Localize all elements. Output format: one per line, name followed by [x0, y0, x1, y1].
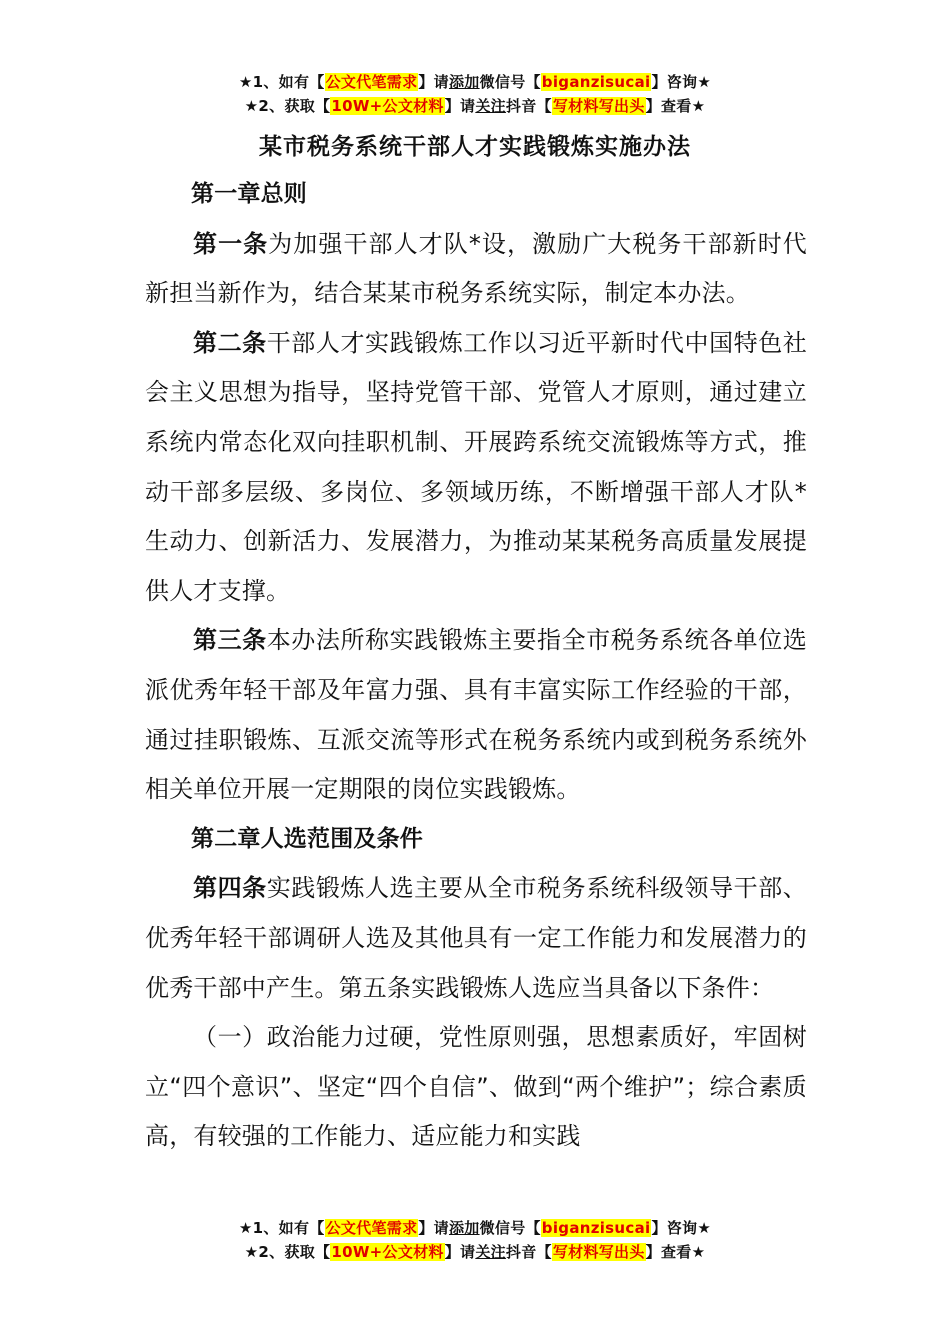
footer-banner [0, 1216, 950, 1264]
banner-line-2 [0, 94, 950, 118]
chapter-heading: 第一章总则 [191, 181, 307, 207]
banner-text: 微信号【 [479, 73, 541, 91]
banner-highlight: 写材料写出头 [552, 1243, 645, 1261]
banner-highlight: biganzisucai [541, 1219, 651, 1237]
banner-emphasis: 关注 [475, 97, 506, 115]
header-banner [0, 70, 950, 118]
banner-emphasis: 添加 [448, 73, 480, 91]
banner-highlight: 公文代笔需求 [325, 73, 418, 91]
banner-text: ★2、获取【 [244, 1243, 331, 1261]
banner-text: 】请 [444, 1243, 476, 1261]
banner-line-2 [0, 1240, 950, 1264]
article-lead: 第三条 [193, 626, 267, 655]
article-text: 为加强干部人才队*设，激励广大税务干部新时代新担当新作为，结合某某市税务系统实际，制定本办法。 [145, 229, 807, 308]
banner-emphasis: 关注 [475, 1243, 506, 1261]
article-lead: 第四条 [193, 874, 267, 903]
banner-text: ★1、如有【 [238, 73, 325, 91]
document-body [145, 170, 807, 1162]
document-title: 某市税务系统干部人才实践锻炼实施办法 [259, 134, 691, 160]
banner-emphasis: 添加 [448, 1219, 480, 1237]
article-text: 本办法所称实践锻炼主要指全市税务系统各单位选派优秀年轻干部及年富力强、具有丰富实际工作经验的干部，通过挂职锻炼、互派交流等形式在税务系统内或到税务系统外相关单位开展一定期限的岗位实践锻炼。 [145, 626, 807, 804]
article-paragraph [145, 319, 807, 617]
banner-text: 抖音【 [505, 1243, 552, 1261]
banner-text: 】请 [418, 1219, 449, 1237]
banner-highlight: 写材料写出头 [552, 97, 645, 115]
banner-text: 微信号【 [479, 1219, 541, 1237]
banner-highlight: 10W+公文材料 [331, 97, 444, 115]
article-paragraph [145, 864, 807, 1013]
banner-text: 抖音【 [505, 97, 552, 115]
banner-text: ★2、获取【 [244, 97, 331, 115]
article-lead: 第一条 [193, 229, 269, 258]
banner-text: 】查看★ [645, 97, 706, 115]
article-paragraph [145, 220, 807, 319]
banner-line-1 [0, 70, 950, 94]
banner-highlight: 公文代笔需求 [325, 1219, 418, 1237]
banner-highlight: biganzisucai [541, 73, 651, 91]
banner-text: 】查看★ [645, 1243, 706, 1261]
banner-text: 】请 [444, 97, 476, 115]
article-paragraph [145, 616, 807, 814]
article-text: 干部人才实践锻炼工作以习近平新时代中国特色社会主义思想为指导，坚持党管干部、党管人才原则，通过建立系统内常态化双向挂职机制、开展跨系统交流锻炼等方式，推动干部多层级、多岗位、多领域历练，不断增强干部人才队*生动力、创新活力、发展潜力，为推动某某税务高质量发展提供人才支撑。 [145, 328, 807, 605]
article-lead: 第二条 [193, 328, 267, 357]
banner-text: ★1、如有【 [238, 1219, 325, 1237]
article-text: 实践锻炼人选主要从全市税务系统科级领导干部、优秀年轻干部调研人选及其他具有一定工作能力和发展潜力的优秀干部中产生。第五条实践锻炼人选应当具备以下条件： [145, 874, 807, 1002]
banner-line-1 [0, 1216, 950, 1240]
banner-text: 】咨询★ [651, 1219, 712, 1237]
banner-highlight: 10W+公文材料 [331, 1243, 444, 1261]
list-item-paragraph: （一）政治能力过硬，党性原则强，思想素质好，牢固树立“四个意识”、坚定“四个自信”、做到“两个维护”；综合素质高，有较强的工作能力、适应能力和实践 [145, 1023, 807, 1151]
banner-text: 】咨询★ [651, 73, 712, 91]
banner-text: 】请 [418, 73, 449, 91]
chapter-heading: 第二章人选范围及条件 [191, 825, 423, 852]
